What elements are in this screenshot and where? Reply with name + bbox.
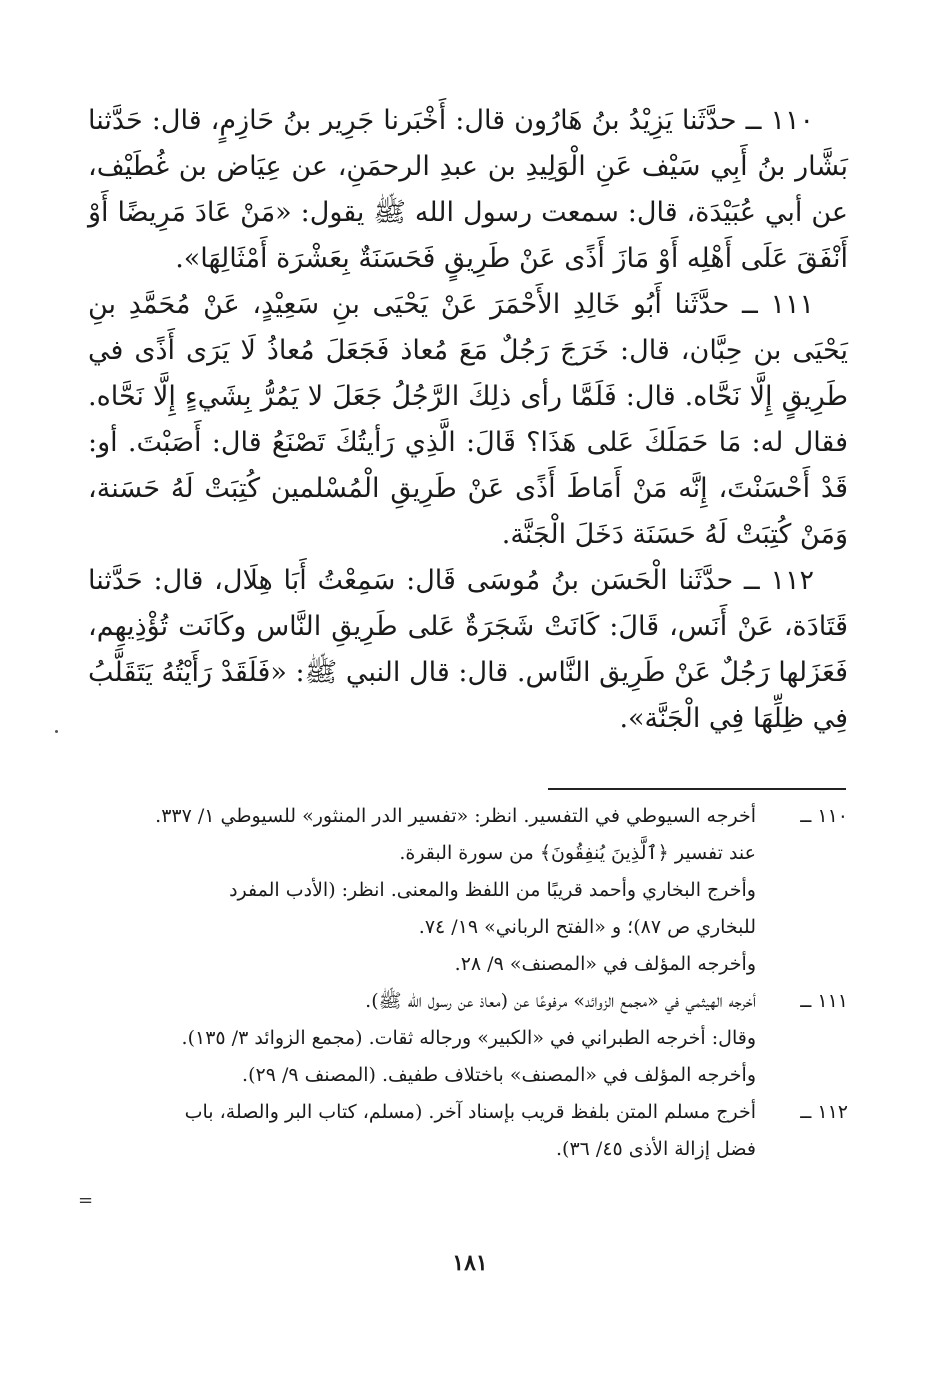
footnote-line: وقال: أخرجه الطبراني في «الكبير» ورجاله ثقات. (مجمع الزوائد ٣/ ١٣٥).	[181, 1027, 756, 1049]
footnote-line: وأخرج البخاري وأحمد قريبًا من اللفظ والمعنى. انظر: (الأدب المفرد	[229, 879, 756, 901]
footnote-separator	[548, 788, 846, 790]
footnote-body	[88, 983, 756, 1094]
main-text	[88, 98, 848, 742]
footnote-body	[88, 798, 756, 983]
hadith-111: ١١١ ــ حدَّثَنا أَبُو خَالِدِ الأَحْمَرَ عَنْ يَحْيَى بنِ سَعِيْدٍ، عَنْ مُحَمَّدِ بنِ يَحْيَى بن حِبَّان، قال: خَرَجَ رَجُلٌ مَعَ مُعاذ فَجَعَلَ مُعاذُ لَا يَرَى أَذًى في طَرِيقٍ إِلَّا نَحَّاه. قال: فَلَمَّا رأى ذلِكَ الرَّجُلُ جَعَلَ لا يَمُرُّ بِشَيءٍ إِلَّا نَحَّاه. فقال له: مَا حَمَلَكَ عَلى هَذَا؟ قَالَ: الَّذِي رَأيتُكَ تَصْنَعُ قال: أَصَبْتَ. أو: قَدْ أَحْسَنْتَ، إِنَّه مَنْ أَمَاطَ أَذًى عَنْ طَرِيقِ الْمُسْلمين كُتِبَتْ لَهُ حَسَنة، وَمَنْ كُتِبَتْ لَهُ حَسَنَة دَخَلَ الْجَنَّة.	[88, 289, 848, 550]
footnote-number: ١١٢ ــ	[800, 1101, 848, 1123]
footnote-line: وأخرجه المؤلف في «المصنف» ٩/ ٢٨.	[454, 953, 756, 975]
footnotes	[88, 798, 848, 1168]
footnote-line: عند تفسير ﴿ٱلَّذِينَ يُنفِقُونَ﴾ من سورة البقرة.	[399, 842, 756, 864]
footnote-number: ١١٠ ــ	[800, 805, 848, 827]
page-number: ١٨١	[452, 1250, 488, 1276]
footnote-line: للبخاري ص ٨٧)؛ و «الفتح الرباني» ١٩/ ٧٤.	[418, 916, 756, 938]
footnote-number: ١١١ ــ	[800, 990, 848, 1012]
footnote-line: فضل إزالة الأذى ٤٥/ ٣٦).	[556, 1138, 756, 1160]
footnote-112	[88, 1094, 848, 1168]
footnote-line: وأخرجه المؤلف في «المصنف» باختلاف طفيف. (المصنف ٩/ ٢٩).	[242, 1064, 756, 1086]
footnote-110	[88, 798, 848, 983]
margin-mark: =	[78, 1190, 94, 1211]
margin-dot	[55, 730, 58, 733]
footnote-line: أخرجه السيوطي في التفسير. انظر: «تفسير الدر المنثور» للسيوطي ١/ ٣٣٧.	[155, 805, 756, 827]
footnote-line: أخرجه الهيثمي في «مجمع الزوائد» مرفوعًا عن (معاذ عن رسول الله ﷺ).	[365, 990, 756, 1012]
footnote-body	[88, 1094, 756, 1168]
hadith-110: ١١٠ ــ حدَّثَنا يَزِيْدُ بنُ هَارُون قال: أَخْبَرنا جَرِير بنُ حَازِمٍ، قال: حَدَّثنا بَشَّار بنُ أَبِي سَيْف عَنِ الْوَلِيدِ بن عبدِ الرحمَنِ، عن عِيَاض بن غُطَيْف، عن أبي عُبَيْدَة، قال: سمعت رسول الله ﷺ يقول: «مَنْ عَادَ مَرِيضًا أَوْ أَنْفَقَ عَلَى أَهْلِه أَوْ مَازَ أَذًى عَنْ طَرِيقٍ فَحَسَنَةٌ بِعَشْرَة أَمْثَالِهَا».	[88, 105, 848, 274]
hadith-112: ١١٢ ــ حدَّثَنا الْحَسَن بنُ مُوسَى قَال: سَمِعْتُ أَبَا هِلَال، قال: حَدَّثنا قَتَادَة، عَنْ أَنَس، قَالَ: كَانَتْ شَجَرَةٌ عَلى طَرِيقِ النَّاس وكَانَت تُؤْذِيهِم، فَعَزَلها رَجُلٌ عَنْ طَرِيق النَّاس. قال: قال النبي ﷺ: «فَلَقَدْ رَأَيْتُهُ يَتَقَلَّبُ فِي ظِلِّهَا فِي الْجَنَّة».	[88, 565, 848, 734]
footnote-111	[88, 983, 848, 1094]
footnote-line: أخرج مسلم المتن بلفظ قريب بإسناد آخر. (مسلم، كتاب البر والصلة، باب	[184, 1101, 756, 1123]
